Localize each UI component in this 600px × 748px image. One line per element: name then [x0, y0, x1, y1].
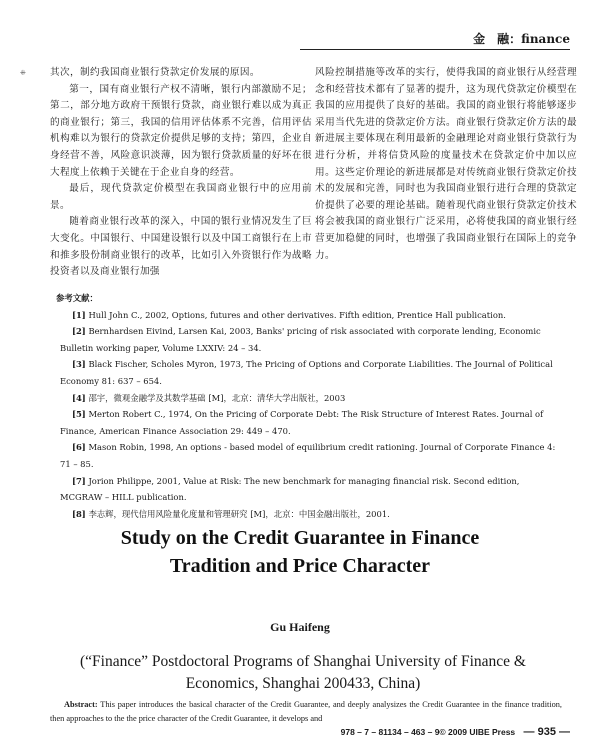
running-header	[300, 30, 570, 50]
author-name: Gu Haifeng	[270, 620, 330, 634]
reference-text: Merton Robert C., 1974, On the Pricing of Corporate Debt: The Risk Structure of Interest Rates. Journal of Finance, American Finance Association 29: 449 – 470.	[60, 409, 544, 436]
reference-number: [8]	[72, 508, 86, 519]
references-heading: 参考文献：	[56, 293, 98, 303]
left-paragraph-4: 随着商业银行改革的深入，中国的银行业情况发生了巨大变化。中国银行、中国建设银行以及中国工商银行在上市和推多股份制商业银行的改革，比如引入外资银行作为战略投资者以及商业银行加强	[50, 216, 312, 278]
abstract-text: This paper introduces the basical character of the Credit Guarantee, and deeply analysizes the Credit Guarantee in the finance tradition, then approaches to the the price character of the Credit Guarantee, it develops and	[50, 700, 562, 723]
reference-text: Bernhardsen Eivind, Larsen Kai, 2003, Banks' pricing of risk associated with corporate lending, Economic Bulletin working paper, Volume LXXIV: 24 – 34.	[60, 326, 541, 353]
header-title-en: finance	[521, 32, 570, 46]
reference-item	[48, 506, 558, 523]
reference-item	[48, 439, 558, 472]
abstract-label: Abstract:	[64, 700, 98, 709]
reference-text: 邵宇，微观金融学及其数学基础 [M]，北京：清华大学出版社，2003	[88, 392, 346, 403]
reference-text: Hull John C., 2002, Options, futures and other derivatives. Fifth edition, Prentice Hall publication.	[88, 309, 506, 320]
reference-item	[48, 406, 558, 439]
reference-text: Jorion Philippe, 2001, Value at Risk: The new benchmark for managing financial risk. Second edition, MCGRAW – HILL publication.	[60, 475, 520, 503]
reference-number: [1]	[72, 309, 86, 320]
left-paragraph-1: 其次，制约我国商业银行贷款定价发展的原因。	[50, 67, 260, 78]
english-title-line-2: Tradition and Price Character	[169, 555, 431, 577]
margin-mark: ⁜	[20, 69, 26, 77]
reference-item	[48, 473, 558, 506]
author-affiliation: (“Finance” Postdoctoral Programs of Shanghai University of Finance & Economics, Shanghai 200433, China)	[80, 653, 526, 692]
reference-text: Mason Robin, 1998, An options - based model of equilibrium credit rationing. Journal of Corporate Finance 4: 71 – 85.	[60, 442, 556, 469]
references-section	[48, 290, 558, 522]
left-column	[50, 65, 312, 281]
reference-item	[48, 307, 558, 324]
footer-isbn: 978 – 7 – 81134 – 463 – 9© 2009 UIBE Press	[340, 727, 516, 737]
left-paragraph-3: 最后，现代贷款定价模型在我国商业银行中的应用前景。	[50, 183, 312, 211]
page-footer	[341, 726, 570, 738]
english-title-line-1: Study on the Credit Guarantee in Finance	[120, 527, 480, 549]
reference-number: [3]	[72, 359, 86, 370]
reference-number: [2]	[72, 326, 86, 337]
reference-text: 李志辉，现代信用风险量化度量和管理研究 [M]，北京：中国金融出版社，2001.	[88, 508, 390, 519]
reference-text: Black Fischer, Scholes Myron, 1973, The Pricing of Options and Corporate Liabilities. The Journal of Political Economy 81: 637 – 654.	[60, 359, 553, 386]
page-number: — 935 —	[523, 726, 570, 738]
right-column	[315, 65, 577, 264]
left-paragraph-2: 第一，国有商业银行产权不清晰，银行内部激励不足；第二，部分地方政府干预银行贷款，商业银行难以成为真正的商业银行；第三，我国的信用评估体系不完善，信用评估机构难以为银行的贷款定价提供足够的支持；第四，企业自身经营不善，风险意识淡薄，因为银行贷款质量的好坏在很大程度上依赖于关键在于企业自身的经营。	[50, 83, 312, 178]
right-paragraph-1: 风险控制措施等改革的实行，使得我国的商业银行从经营理念和经营技术都有了显著的提升，这为现代贷款定价模型在我国的应用提供了良好的基础。我国的商业银行将能够逐步采用当代先进的贷款定价方法。商业银行贷款定价方法的最新进展主要体现在利用最新的金融理论对商业银行贷款行为进行分析，并将信贷风险的度量技术在贷款定价中加以应用。这些定价理论的新进展都是对传统商业银行贷款定价技术的发展和完善，同时也为我国商业银行进行合理的贷款定价提供了必要的理论基础。随着现代商业银行贷款定价技术将会被我国的商业银行广泛采用，必将使我国的商业银行经营更加稳健的同时，也增强了我国商业银行在国际上的竞争力。	[315, 67, 577, 261]
reference-number: [5]	[72, 409, 86, 420]
reference-number: [7]	[72, 475, 86, 486]
reference-number: [4]	[72, 392, 86, 403]
abstract	[50, 698, 562, 725]
reference-item	[48, 390, 558, 407]
reference-item	[48, 323, 558, 356]
reference-number: [6]	[72, 442, 86, 453]
header-title-cn: 金 融	[473, 32, 510, 46]
header-separator: ：	[509, 32, 522, 46]
reference-item	[48, 356, 558, 389]
